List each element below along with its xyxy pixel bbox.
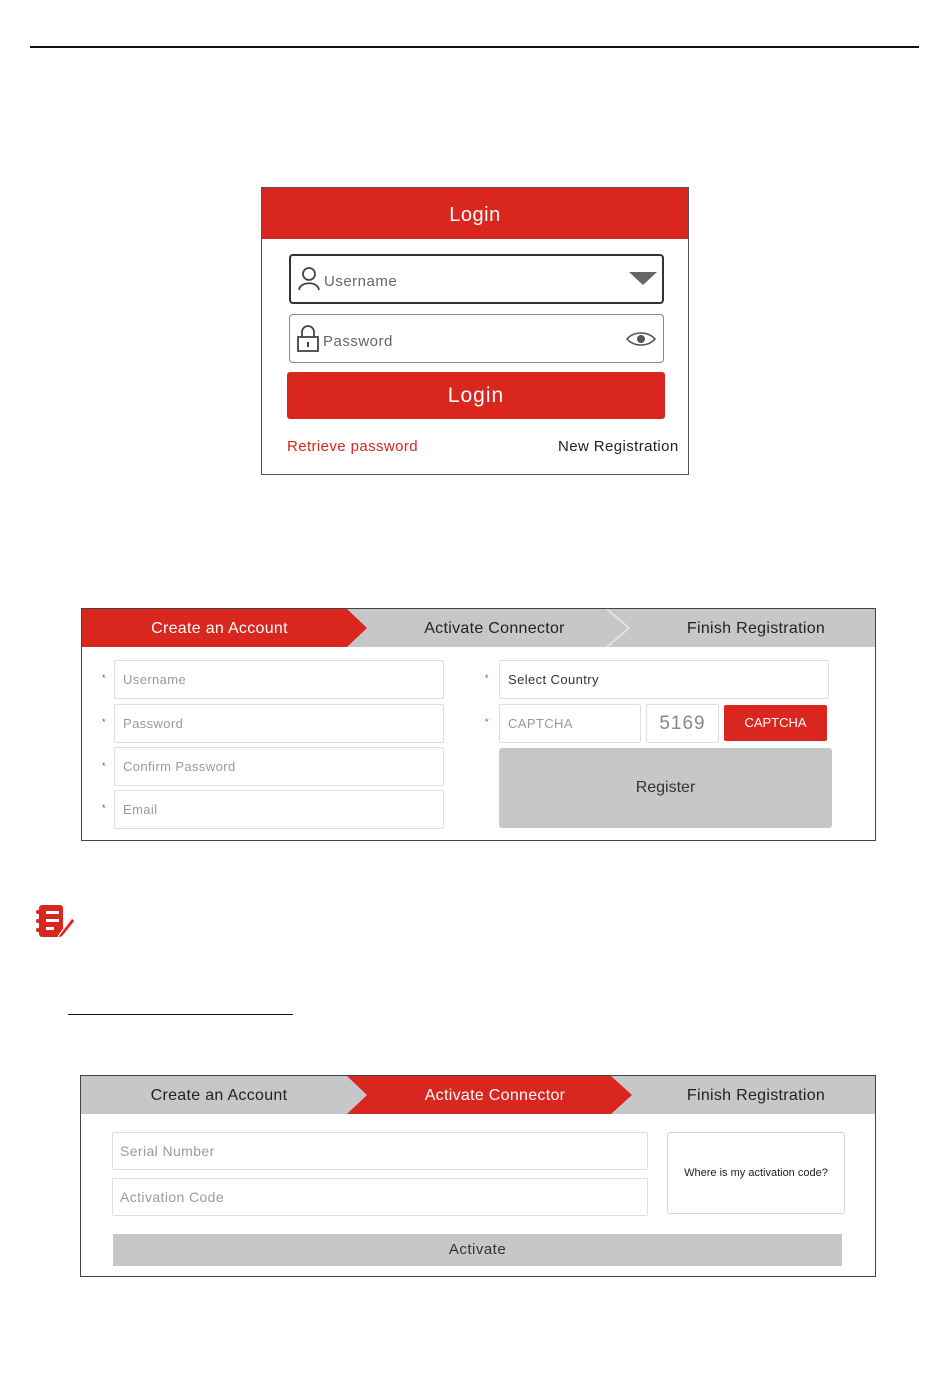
- username-field[interactable]: [289, 254, 664, 304]
- username-input[interactable]: [114, 660, 444, 699]
- login-button[interactable]: Login: [287, 372, 665, 419]
- password-input[interactable]: [114, 704, 444, 743]
- eye-icon[interactable]: [626, 331, 656, 347]
- login-panel: [261, 187, 689, 475]
- serial-number-placeholder: Serial Number: [120, 1143, 215, 1159]
- captcha-code-text: 5169: [659, 713, 706, 734]
- step-activate-connector: Activate Connector: [424, 620, 565, 637]
- dropdown-arrow-icon[interactable]: [629, 272, 657, 286]
- email-input[interactable]: [114, 790, 444, 829]
- select-country-dropdown[interactable]: [499, 660, 829, 699]
- activate-button[interactable]: Activate: [113, 1234, 842, 1266]
- required-mark: *: [102, 717, 106, 727]
- new-registration-link[interactable]: New Registration: [558, 438, 679, 455]
- username-placeholder: Username: [324, 273, 398, 290]
- required-mark: *: [102, 761, 106, 771]
- login-header-title: Login: [262, 188, 688, 239]
- activation-steps: [81, 1076, 875, 1114]
- password-placeholder: Password: [123, 716, 184, 731]
- select-country-label: Select Country: [508, 672, 599, 687]
- confirm-password-input[interactable]: [114, 747, 444, 786]
- required-mark: *: [102, 803, 106, 813]
- top-divider: [30, 46, 919, 48]
- activation-code-input[interactable]: [112, 1178, 648, 1216]
- activation-code-help-link[interactable]: [667, 1132, 845, 1214]
- activation-panel: [80, 1075, 876, 1277]
- activation-code-help-text: Where is my activation code?: [684, 1167, 828, 1179]
- required-mark: *: [485, 673, 489, 683]
- section-underline: [68, 1014, 293, 1015]
- required-mark: *: [102, 673, 106, 683]
- register-button[interactable]: Register: [499, 748, 832, 828]
- retrieve-password-link[interactable]: Retrieve password: [287, 438, 419, 455]
- step-finish-registration: Finish Registration: [686, 1087, 826, 1104]
- required-mark: *: [485, 717, 489, 727]
- serial-number-input[interactable]: [112, 1132, 648, 1170]
- password-placeholder: Password: [323, 333, 393, 350]
- registration-panel: [81, 608, 876, 841]
- activation-code-placeholder: Activation Code: [120, 1189, 225, 1205]
- note-icon: [35, 903, 75, 939]
- lock-icon: [296, 325, 320, 353]
- username-placeholder: Username: [123, 672, 187, 687]
- captcha-placeholder: CAPTCHA: [508, 716, 573, 731]
- captcha-button[interactable]: CAPTCHA: [724, 705, 827, 741]
- captcha-input[interactable]: [499, 704, 641, 743]
- password-field[interactable]: [289, 314, 664, 363]
- captcha-code: [646, 704, 719, 743]
- email-placeholder: Email: [123, 802, 158, 817]
- step-create-account: Create an Account: [151, 620, 288, 637]
- confirm-password-placeholder: Confirm Password: [123, 759, 236, 774]
- step-activate-connector: Activate Connector: [424, 1087, 566, 1104]
- step-create-account: Create an Account: [150, 1087, 288, 1104]
- user-icon: [297, 266, 321, 292]
- step-finish-registration: Finish Registration: [686, 620, 826, 637]
- registration-steps: [82, 609, 875, 647]
